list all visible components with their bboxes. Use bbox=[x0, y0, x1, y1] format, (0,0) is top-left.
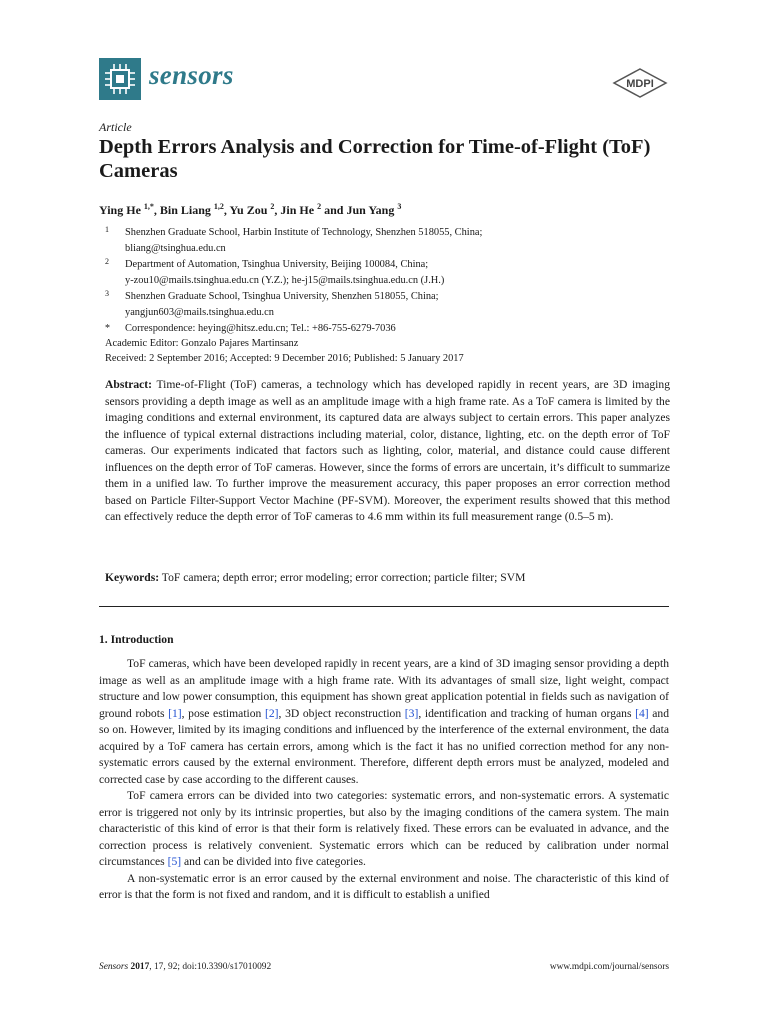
affiliation-marker: 3 bbox=[105, 289, 109, 298]
citation-link[interactable]: [3] bbox=[404, 706, 419, 720]
affiliation-email[interactable]: bliang@tsinghua.edu.cn bbox=[125, 243, 226, 254]
paragraph bbox=[99, 656, 669, 788]
affiliation-line: Shenzhen Graduate School, Harbin Institute of Technology, Shenzhen 518055, China; bbox=[125, 227, 483, 238]
affiliation-email[interactable]: y-zou10@mails.tsinghua.edu.cn (Y.Z.); he-j15@mails.tsinghua.edu.cn (J.H.) bbox=[125, 275, 445, 286]
footer-citation bbox=[99, 962, 271, 972]
author-affiliation[interactable]: 2 bbox=[270, 202, 275, 211]
citation-link[interactable]: [5] bbox=[167, 855, 182, 868]
author-list: Ying He $^{1,*}$, Bin Liang $^{1,2}$, Yu Zou $^2$, Jin He $^2$ and Jun Yang $^3$ bbox=[99, 202, 402, 217]
paragraph-text: , pose estimation bbox=[181, 706, 265, 720]
publisher-name: MDPI bbox=[626, 78, 654, 90]
author-affiliation[interactable]: 2 bbox=[317, 202, 322, 211]
author-affiliation[interactable]: 3 bbox=[397, 202, 402, 211]
affiliation-marker: 1 bbox=[105, 225, 109, 234]
affiliation-item bbox=[99, 289, 669, 321]
publisher-logo bbox=[612, 68, 668, 98]
article-title: Depth Errors Analysis and Correction for Time-of-Flight (ToF) Cameras bbox=[99, 136, 651, 182]
keywords bbox=[105, 571, 670, 584]
abstract-label: Abstract: bbox=[105, 378, 153, 391]
author-name: Jin He bbox=[280, 203, 315, 217]
author-name: Jun Yang bbox=[346, 203, 395, 217]
article-type: Article bbox=[99, 120, 132, 134]
paragraph-text: ToF camera errors can be divided into two categories: systematic errors, and non-systematic errors. A systematic error is triggered not only by its intrinsic properties, but also by the imaging conditions of the camera system. The main characteristic of this kind of error is that their form is relatively fixed. These errors can be evaluated in advance, and the correction process is relatively convenient. Systematic errors which can be reduced by calibration under normal circumstances bbox=[99, 789, 669, 868]
citation-link[interactable]: [4] bbox=[635, 706, 649, 720]
paragraph bbox=[99, 788, 669, 871]
paragraph-text: and so on. However, limited by its imaging conditions and influenced by the interference of the external environment, the data acquired by a ToF camera has certain errors, among which is the fact it has no unified correction method for any non-systematic errors caused by the external environment. Therefore, different depth errors must be analyzed, modeled and corrected case by case according to the different causes. bbox=[99, 706, 669, 786]
correspondence-item bbox=[99, 321, 669, 337]
author-affiliation[interactable]: 1,* bbox=[143, 202, 154, 211]
section-divider bbox=[99, 606, 669, 607]
paragraph-text: and can be divided into five categories. bbox=[181, 855, 366, 868]
author-name: Yu Zou bbox=[229, 203, 268, 217]
correspondence-marker: * bbox=[105, 323, 110, 334]
footer-doi: , 17, 92; doi:10.3390/s17010092 bbox=[149, 962, 272, 972]
affiliation-item bbox=[99, 225, 669, 257]
affiliation-item bbox=[99, 257, 669, 289]
citation-link[interactable]: [1] bbox=[168, 706, 182, 720]
journal-logo-icon bbox=[99, 58, 141, 100]
journal-name: sensors bbox=[149, 60, 234, 90]
affiliations bbox=[99, 225, 669, 337]
publication-info bbox=[105, 336, 665, 366]
author-name: Bin Liang bbox=[159, 203, 211, 217]
footer-journal: Sensors bbox=[99, 962, 129, 972]
affiliation-marker: 2 bbox=[105, 257, 109, 266]
keywords-text: ToF camera; depth error; error modeling; error correction; particle filter; SVM bbox=[159, 571, 526, 584]
paragraph: A non-systematic error is an error caused by the external environment and noise. The characteristic of this kind of error is that the form is not fixed and random, and it is difficult to establish a unified bbox=[99, 871, 669, 901]
affiliation-email[interactable]: yangjun603@mails.tsinghua.edu.cn bbox=[125, 307, 274, 318]
footer-year: 2017 bbox=[130, 962, 150, 972]
author-affiliation[interactable]: 1,2 bbox=[213, 202, 224, 211]
publication-dates: Received: 2 September 2016; Accepted: 9 December 2016; Published: 5 January 2017 bbox=[105, 353, 464, 364]
footer-url[interactable]: www.mdpi.com/journal/sensors bbox=[549, 962, 669, 972]
academic-editor: Academic Editor: Gonzalo Pajares Martinsanz bbox=[105, 338, 299, 349]
keywords-label: Keywords: bbox=[105, 571, 160, 584]
affiliation-line: Shenzhen Graduate School, Tsinghua University, Shenzhen 518055, China; bbox=[125, 291, 439, 302]
paragraph-text: ToF cameras, which have been developed rapidly in recent years, are a kind of 3D imaging sensor providing a depth image as well as an amplitude image with a high frame rate. With its advantages of small size, light weight, compact structure and low power consumption, this equipment has shown great application potential in fields such as navigation of ground robots bbox=[99, 657, 669, 720]
abstract-text: Time-of-Flight (ToF) cameras, a technology which has developed rapidly in recent years, are 3D imaging sensors providing a depth image as well as an amplitude image with a high frame rate. As a ToF camera is limited by the imaging conditions and external environment, its captured data are always subject to certain errors. This paper analyzes the influence of typical external distractions including material, color, distance, lighting, etc. on the depth error of ToF cameras. Our experiments indicated that factors such as lighting, color, material, and distance could cause different influences on the depth error of ToF cameras. However, since the forms of errors are uncertain, it’s difficult to summarize them in a unified law. To further improve the measurement accuracy, this paper proposes an error correction method based on Particle Filter-Support Vector Machine (PF-SVM). Moreover, the experiment results showed that this method can effectively reduce the depth error of ToF cameras to 4.6 mm within its full measurement range (0.5–5 m). bbox=[105, 378, 670, 523]
paragraph-text: , 3D object reconstruction bbox=[278, 706, 405, 720]
citation-link[interactable]: [2] bbox=[265, 706, 279, 720]
paragraph-text: , identification and tracking of human organs bbox=[418, 706, 636, 720]
correspondence-line[interactable]: Correspondence: heying@hitsz.edu.cn; Tel.: +86-755-6279-7036 bbox=[125, 323, 396, 334]
section-heading: 1. Introduction bbox=[99, 633, 174, 646]
body-text bbox=[99, 656, 669, 904]
author-name: Ying He bbox=[99, 203, 141, 217]
affiliation-line: Department of Automation, Tsinghua University, Beijing 100084, China; bbox=[125, 259, 429, 270]
abstract bbox=[105, 377, 670, 526]
